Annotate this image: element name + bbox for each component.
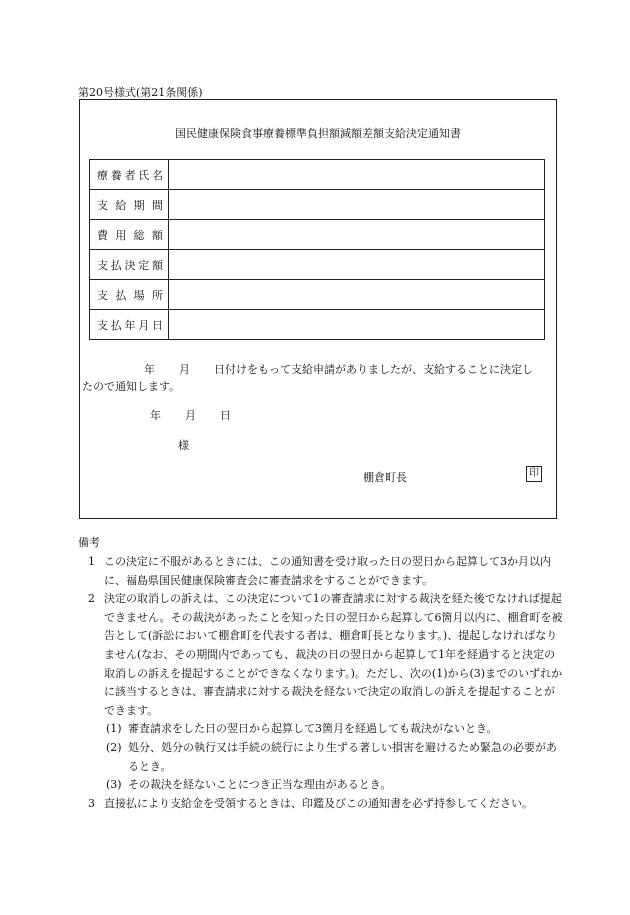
seal-mark: 印 <box>526 466 542 482</box>
addressee-suffix: 様 <box>178 439 189 452</box>
note-text: 直接払により支給金を受領するときは、印鑑及びこの通知書を必ず持参してください。 <box>104 796 533 810</box>
sub-note-number: (1) <box>106 722 122 736</box>
body-text-1: 日付けをもって支給申請がありましたが、支給することに決定し <box>214 363 533 376</box>
field-label-patient-name: 療養者氏名 <box>90 160 169 190</box>
issuer-name: 棚倉町長 <box>363 471 407 484</box>
note-number: 3 <box>88 796 95 810</box>
table-row <box>90 190 545 220</box>
body-year: 年 <box>144 363 155 376</box>
field-label-payment-date: 支払年月日 <box>90 310 169 340</box>
date-month: 月 <box>185 409 196 422</box>
field-value-total-cost[interactable] <box>169 220 545 250</box>
table-row <box>90 280 545 310</box>
notice-form <box>79 99 557 519</box>
field-label-payment-period: 支給期間 <box>90 190 169 220</box>
body-month: 月 <box>179 363 190 376</box>
field-value-payment-place[interactable] <box>169 280 545 310</box>
note-number: 2 <box>88 592 95 606</box>
list-item <box>78 776 564 795</box>
form-title: 国民健康保険食事療養標準負担額減額差額支給決定通知書 <box>175 127 461 140</box>
sub-note-number: (3) <box>106 778 122 792</box>
table-row <box>90 160 545 190</box>
field-value-decided-amount[interactable] <box>169 250 545 280</box>
table-row <box>90 250 545 280</box>
field-value-payment-period[interactable] <box>169 190 545 220</box>
sub-note-text: 審査請求をした日の翌日から起算して3箇月を経過しても裁決がないとき。 <box>128 722 498 736</box>
field-label-total-cost: 費用総額 <box>90 220 169 250</box>
sub-note-text: その裁決を経ないことにつき正当な理由があるとき。 <box>128 778 392 792</box>
issue-date <box>150 407 231 423</box>
notes-heading: 備考 <box>78 536 100 549</box>
note-number: 1 <box>88 555 95 568</box>
body-text-2: たので通知します。 <box>82 380 181 393</box>
sub-note-number: (2) <box>106 740 122 754</box>
note-text: この決定に不服があるときには、この通知書を受け取った日の翌日から起算して3か月以内に、福島県国民健康保険審査会に審査請求をすることができます。 <box>104 555 551 587</box>
field-label-decided-amount: 支払決定額 <box>90 250 169 280</box>
field-label-payment-place: 支払場所 <box>90 280 169 310</box>
list-item <box>78 553 564 590</box>
info-table <box>89 159 545 340</box>
list-item <box>78 739 564 776</box>
list-item <box>78 795 564 814</box>
field-value-patient-name[interactable] <box>169 160 545 190</box>
table-row <box>90 220 545 250</box>
sub-note-text: 処分、処分の執行又は手続の続行により生ずる著しい損害を避けるため緊急の必要があるとき。 <box>128 740 557 773</box>
field-value-payment-date[interactable] <box>169 310 545 340</box>
list-item <box>78 720 564 739</box>
table-row <box>90 310 545 340</box>
list-item <box>78 590 564 720</box>
date-day: 日 <box>220 409 231 422</box>
notice-body <box>82 361 550 395</box>
date-year: 年 <box>150 409 161 422</box>
form-number: 第20号様式(第21条関係) <box>78 86 203 99</box>
notes-list <box>78 553 564 813</box>
note-text: 決定の取消しの訴えは、この決定について1の審査請求に対する裁決を経た後でなければ提起できません。その裁決があったことを知った日の翌日から起算して6箇月以内に、棚倉町を被告として(訴訟において棚倉町を代表する者は、棚倉町長となります。)、提起しなければなりません(なお、その期間内であっても、裁決の日の翌日から起算して1年を経過すると決定の取消しの訴えを提起することができなくなります。)。ただし、次の(1)から(3)までのいずれかに該当するときは、審査請求に対する裁決を経ないで決定の取消しの訴えを提起することができます。 <box>104 592 563 717</box>
